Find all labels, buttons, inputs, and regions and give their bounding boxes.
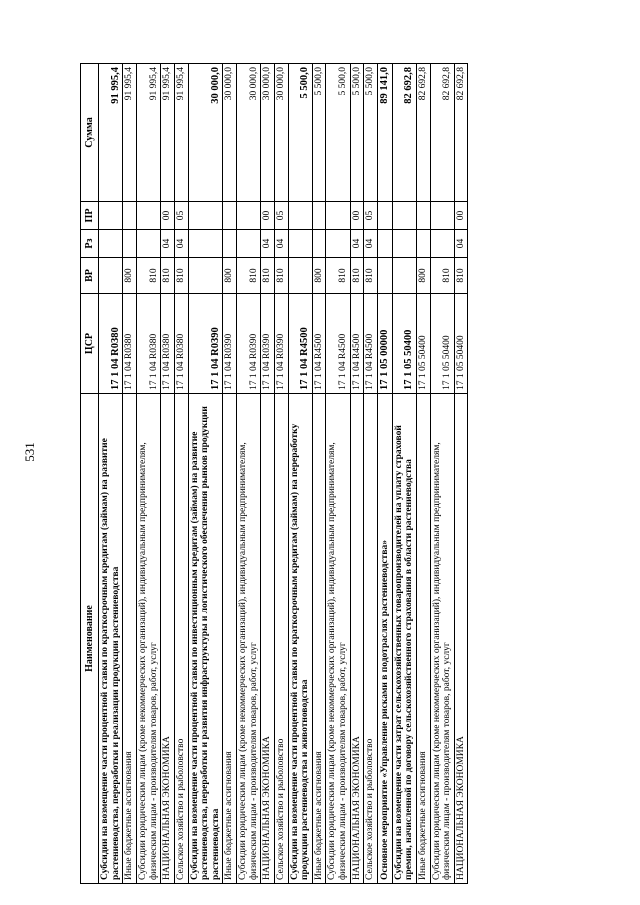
cell-sum: 5 500,0 xyxy=(350,64,364,202)
table-row xyxy=(312,64,326,884)
cell-csr: 17 1 04 R0390 xyxy=(223,294,237,394)
cell-name: Субсидии юридическим лицам (кроме некоммерческих организаций), индивидуальным предпринимателям, физическим лицам - производителям товаров, работ, услуг xyxy=(137,394,161,884)
cell-sum: 89 141,0 xyxy=(377,64,392,202)
cell-rz xyxy=(326,230,350,258)
cell-csr: 17 1 04 R4500 xyxy=(288,294,312,394)
cell-vr: 800 xyxy=(416,258,430,294)
table-body xyxy=(99,64,468,884)
cell-rz: 04 xyxy=(261,230,275,258)
cell-vr xyxy=(99,258,123,294)
cell-vr: 810 xyxy=(364,258,378,294)
cell-rz xyxy=(137,230,161,258)
cell-vr: 810 xyxy=(430,258,454,294)
cell-csr: 17 1 04 R4500 xyxy=(364,294,378,394)
cell-sum: 91 995,4 xyxy=(123,64,137,202)
cell-name: Субсидии на возмещение части затрат сельскохозяйственных товаропроизводителей на уплату страховой премии, начисленной по договору сельскохозяйственного страхования в области растениеводства xyxy=(392,394,416,884)
cell-rz: 04 xyxy=(161,230,175,258)
cell-vr: 810 xyxy=(237,258,261,294)
cell-sum: 5 500,0 xyxy=(364,64,378,202)
cell-sum: 91 995,4 xyxy=(161,64,175,202)
cell-vr xyxy=(377,258,392,294)
table-row xyxy=(364,64,378,884)
cell-pr xyxy=(392,202,416,230)
cell-vr xyxy=(188,258,223,294)
cell-csr: 17 1 05 50400 xyxy=(392,294,416,394)
cell-name: НАЦИОНАЛЬНАЯ ЭКОНОМИКА xyxy=(454,394,468,884)
cell-pr xyxy=(326,202,350,230)
cell-csr: 17 1 04 R0380 xyxy=(174,294,188,394)
cell-name: Субсидии на возмещение части процентной ставки по инвестиционным кредитам (займам) на развитие растениеводства, переработки и развития инфраструктуры и логистического обеспечения рынков продукции растениеводства xyxy=(188,394,223,884)
cell-pr xyxy=(223,202,237,230)
budget-table xyxy=(80,63,468,884)
cell-rz xyxy=(288,230,312,258)
table-row xyxy=(430,64,454,884)
cell-rz xyxy=(430,230,454,258)
cell-sum: 5 500,0 xyxy=(326,64,350,202)
cell-pr: 05 xyxy=(274,202,288,230)
table-row xyxy=(326,64,350,884)
table-row xyxy=(174,64,188,884)
cell-name: Субсидии юридическим лицам (кроме некоммерческих организаций), индивидуальным предпринимателям, физическим лицам - производителям товаров, работ, услуг xyxy=(237,394,261,884)
cell-pr xyxy=(188,202,223,230)
table-row xyxy=(161,64,175,884)
cell-rz xyxy=(99,230,123,258)
cell-csr: 17 1 04 R0380 xyxy=(161,294,175,394)
cell-sum: 91 995,4 xyxy=(174,64,188,202)
cell-rz: 04 xyxy=(350,230,364,258)
cell-csr: 17 1 05 50400 xyxy=(416,294,430,394)
cell-csr: 17 1 04 R0390 xyxy=(237,294,261,394)
cell-rz: 04 xyxy=(174,230,188,258)
header-csr: ЦСР xyxy=(81,294,99,394)
table-row xyxy=(274,64,288,884)
cell-pr xyxy=(430,202,454,230)
cell-rz: 04 xyxy=(364,230,378,258)
cell-vr: 810 xyxy=(261,258,275,294)
table-row xyxy=(416,64,430,884)
cell-name: НАЦИОНАЛЬНАЯ ЭКОНОМИКА xyxy=(161,394,175,884)
cell-vr: 810 xyxy=(137,258,161,294)
cell-pr: 00 xyxy=(161,202,175,230)
table-row xyxy=(261,64,275,884)
cell-pr xyxy=(123,202,137,230)
cell-name: Субсидии юридическим лицам (кроме некоммерческих организаций), индивидуальным предпринимателям, физическим лицам - производителям товаров, работ, услуг xyxy=(430,394,454,884)
header-pr: ПР xyxy=(81,202,99,230)
cell-sum: 82 692,8 xyxy=(430,64,454,202)
cell-pr xyxy=(237,202,261,230)
cell-pr: 05 xyxy=(174,202,188,230)
cell-vr: 800 xyxy=(312,258,326,294)
header-sum: Сумма xyxy=(81,64,99,202)
cell-csr: 17 1 04 R0390 xyxy=(261,294,275,394)
budget-table-container xyxy=(80,64,560,884)
cell-vr: 810 xyxy=(454,258,468,294)
cell-vr: 810 xyxy=(274,258,288,294)
cell-sum: 5 500,0 xyxy=(288,64,312,202)
table-row xyxy=(188,64,223,884)
cell-rz: 04 xyxy=(274,230,288,258)
cell-rz xyxy=(312,230,326,258)
table-row xyxy=(137,64,161,884)
table-row xyxy=(237,64,261,884)
header-rz: Рз xyxy=(81,230,99,258)
cell-rz xyxy=(223,230,237,258)
cell-pr xyxy=(288,202,312,230)
cell-csr: 17 1 04 R0380 xyxy=(123,294,137,394)
cell-vr: 800 xyxy=(123,258,137,294)
cell-rz xyxy=(237,230,261,258)
cell-csr: 17 1 04 R0390 xyxy=(274,294,288,394)
cell-sum: 82 692,8 xyxy=(392,64,416,202)
cell-vr: 810 xyxy=(326,258,350,294)
cell-csr: 17 1 04 R0380 xyxy=(99,294,123,394)
cell-name: НАЦИОНАЛЬНАЯ ЭКОНОМИКА xyxy=(261,394,275,884)
cell-csr: 17 1 04 R0390 xyxy=(188,294,223,394)
table-row xyxy=(454,64,468,884)
table-row xyxy=(123,64,137,884)
cell-pr xyxy=(312,202,326,230)
cell-vr: 800 xyxy=(223,258,237,294)
cell-pr: 00 xyxy=(350,202,364,230)
cell-pr: 00 xyxy=(454,202,468,230)
table-row xyxy=(223,64,237,884)
table-row xyxy=(99,64,123,884)
cell-rz xyxy=(188,230,223,258)
cell-name: Иные бюджетные ассигнования xyxy=(416,394,430,884)
cell-sum: 5 500,0 xyxy=(312,64,326,202)
header-name: Наименование xyxy=(81,394,99,884)
cell-sum: 91 995,4 xyxy=(99,64,123,202)
cell-csr: 17 1 04 R4500 xyxy=(312,294,326,394)
cell-csr: 17 1 04 R0380 xyxy=(137,294,161,394)
cell-name: Субсидии юридическим лицам (кроме некоммерческих организаций), индивидуальным предпринимателям, физическим лицам - производителям товаров, работ, услуг xyxy=(326,394,350,884)
cell-csr: 17 1 04 R4500 xyxy=(350,294,364,394)
cell-sum: 30 000,0 xyxy=(223,64,237,202)
cell-vr: 810 xyxy=(350,258,364,294)
cell-vr: 810 xyxy=(161,258,175,294)
cell-rz xyxy=(392,230,416,258)
cell-name: Субсидии на возмещение части процентной ставки по краткосрочным кредитам (займам) на переработку продукции растениеводства и животноводства xyxy=(288,394,312,884)
cell-name: Иные бюджетные ассигнования xyxy=(223,394,237,884)
cell-sum: 30 000,0 xyxy=(261,64,275,202)
cell-pr: 05 xyxy=(364,202,378,230)
cell-name: Субсидии на возмещение части процентной ставки по краткосрочным кредитам (займам) на развитие растениеводства, переработки и реализации продукции растениеводства xyxy=(99,394,123,884)
header-vr: ВР xyxy=(81,258,99,294)
table-row xyxy=(350,64,364,884)
cell-rz: 04 xyxy=(454,230,468,258)
cell-sum: 30 000,0 xyxy=(237,64,261,202)
cell-csr: 17 1 05 50400 xyxy=(454,294,468,394)
cell-csr: 17 1 05 50400 xyxy=(430,294,454,394)
cell-sum: 30 000,0 xyxy=(274,64,288,202)
page-number: 531 xyxy=(22,442,37,462)
cell-pr xyxy=(377,202,392,230)
cell-name: Сельское хозяйство и рыболовство xyxy=(364,394,378,884)
cell-sum: 82 692,8 xyxy=(454,64,468,202)
table-row xyxy=(392,64,416,884)
cell-rz xyxy=(123,230,137,258)
cell-csr: 17 1 05 00000 xyxy=(377,294,392,394)
cell-sum: 91 995,4 xyxy=(137,64,161,202)
cell-rz xyxy=(377,230,392,258)
table-header-row xyxy=(81,64,99,884)
table-row xyxy=(288,64,312,884)
cell-sum: 30 000,0 xyxy=(188,64,223,202)
cell-name: Иные бюджетные ассигнования xyxy=(312,394,326,884)
cell-vr xyxy=(392,258,416,294)
table-row xyxy=(377,64,392,884)
cell-rz xyxy=(416,230,430,258)
cell-pr: 00 xyxy=(261,202,275,230)
cell-name: Основное мероприятие «Управление рисками в подотраслях растениеводства» xyxy=(377,394,392,884)
cell-pr xyxy=(137,202,161,230)
cell-vr xyxy=(288,258,312,294)
cell-name: Иные бюджетные ассигнования xyxy=(123,394,137,884)
cell-pr xyxy=(99,202,123,230)
cell-vr: 810 xyxy=(174,258,188,294)
cell-sum: 82 692,8 xyxy=(416,64,430,202)
cell-csr: 17 1 04 R4500 xyxy=(326,294,350,394)
cell-pr xyxy=(416,202,430,230)
cell-name: НАЦИОНАЛЬНАЯ ЭКОНОМИКА xyxy=(350,394,364,884)
cell-name: Сельское хозяйство и рыболовство xyxy=(274,394,288,884)
cell-name: Сельское хозяйство и рыболовство xyxy=(174,394,188,884)
